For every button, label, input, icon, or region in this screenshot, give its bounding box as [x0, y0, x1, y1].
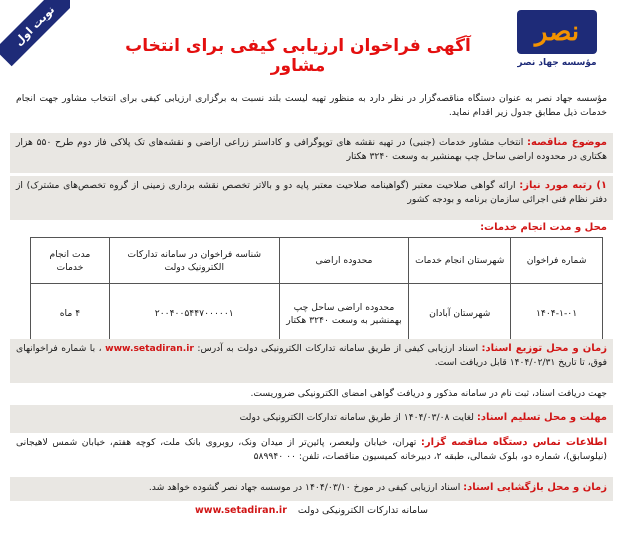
- distribution-url-link[interactable]: www.setadiran.ir: [105, 343, 194, 354]
- distribution-label: زمان و محل توزیع اسناد:: [481, 343, 608, 354]
- table-row: [31, 284, 603, 344]
- distribution-text-after: ، با شماره فراخوانهای فوق، تا تاریخ ۱۴۰۴/۰۲/۳۱ قابل دریافت است.: [16, 343, 607, 368]
- col-tender-number: شماره فراخوان: [511, 238, 603, 284]
- place-title-section: [10, 220, 613, 236]
- opening-label: زمان و محل بازگشایی اسناد:: [463, 482, 607, 493]
- rank-label: ۱) رتبه مورد نیاز:: [519, 180, 608, 191]
- cell-duration: ۴ ماه: [31, 284, 110, 344]
- receipt-section: [10, 383, 613, 405]
- distribution-text-before: اسناد ارزیابی کیفی از طریق سامانه تدارکات الکترونیکی دولت به آدرس:: [197, 343, 478, 354]
- jahad-nasr-logo: [509, 10, 605, 74]
- footer-url-link[interactable]: www.setadiran.ir: [195, 505, 287, 516]
- col-land-area: محدوده اراضی: [279, 238, 409, 284]
- cell-city: شهرستان آبادان: [409, 284, 511, 344]
- logo-mark: نصر: [517, 10, 597, 54]
- col-portal-id: شناسه فراخوان در سامانه تدارکات الکترونیک دولت: [109, 238, 279, 284]
- opening-section: [10, 477, 613, 501]
- intro-text: مؤسسه جهاد نصر به عنوان دستگاه مناقصه‌گزار در نظر دارد به منظور تهیه لیست بلند نسبت به برگزاری ارزیابی کیفی برای انتخاب مشاور جهت انجام خدمات ذیل مطابق جدول زیر اقدام نماید.: [16, 93, 607, 118]
- table-header-row: [31, 238, 603, 284]
- notice-title: آگهی فراخوان ارزیابی کیفی برای انتخاب مشاور: [125, 36, 471, 76]
- contact-label: اطلاعات تماس دستگاه مناقصه گزار:: [420, 437, 607, 448]
- rank-section: [10, 176, 613, 220]
- intro-paragraph: [10, 88, 613, 130]
- contact-section: [10, 433, 613, 477]
- logo-caption: مؤسسه جهاد نصر: [517, 58, 597, 68]
- notice-header: [0, 0, 623, 80]
- opening-text: اسناد ارزیابی کیفی در مورخ ۱۴۰۴/۰۳/۱۰ در موسسه جهاد نصر گشوده خواهد شد.: [148, 482, 461, 493]
- receipt-text: جهت دریافت اسناد، ثبت نام در سامانه مذکور و دریافت گواهی امضای الکترونیکی ضروریست.: [250, 388, 607, 399]
- subject-text: انتخاب مشاور خدمات (جنبی) در تهیه نقشه های توپوگرافی و کاداستر زراعی اراضی و نقشه‌های تک پلاکی فاز دوم طرح ۵۵۰ هزار هکتاری در محدوده اراضی ساحل چپ بهمنشیر به وسعت ۳۲۴۰ هکتار: [16, 137, 607, 162]
- cell-land-area: محدوده اراضی ساحل چپ بهمنشیر به وسعت ۳۲۴۰ هکتار: [279, 284, 409, 344]
- rank-text: ارائه گواهی صلاحیت معتبر (گواهینامه صلاحیت معتبر پایه دو و بالاتر تخصص نقشه برداری زمینی از گروه تخصص‌های مشترک) از دفتر نظام فنی اجرائی سازمان برنامه و بودجه کشور: [16, 180, 607, 205]
- col-city: شهرستان انجام خدمات: [409, 238, 511, 284]
- footer: [10, 505, 613, 525]
- footer-text: سامانه تدارکات الکترونیکی دولت: [297, 505, 428, 516]
- place-title: محل و مدت انجام خدمات:: [480, 222, 607, 233]
- subject-label: موضوع مناقصه:: [527, 137, 607, 148]
- first-round-ribbon: نوبت اول: [0, 0, 70, 66]
- col-duration: مدت انجام خدمات: [31, 238, 110, 284]
- deadline-text: لغایت ۱۴۰۴/۰۳/۰۸ از طریق سامانه تدارکات الکترونیکی دولت: [239, 412, 474, 423]
- contact-text: تهران، خیابان ولیعصر، پائین‌تر از میدان ونک، روبروی بانک ملت، کوچه هفتم، خیابان شمس لاهیجانی (نیلوسابق)، شماره دو، بلوک شمالی، طبقه ۲، دبیرخانه کمیسیون مناقصات، تلفن: ۰۰ ۵۸۹۹۴۰: [16, 437, 607, 462]
- cell-portal-id: ۲۰۰۴۰۰۵۴۴۷۰۰۰۰۰۱: [109, 284, 279, 344]
- subject-section: [10, 133, 613, 173]
- ribbon-corner: [0, 0, 70, 70]
- deadline-section: [10, 405, 613, 433]
- distribution-section: [10, 339, 613, 383]
- services-table: [30, 237, 603, 344]
- cell-tender-number: ۱۴۰۴-۱-۰۱: [511, 284, 603, 344]
- deadline-label: مهلت و محل تسلیم اسناد:: [476, 412, 607, 423]
